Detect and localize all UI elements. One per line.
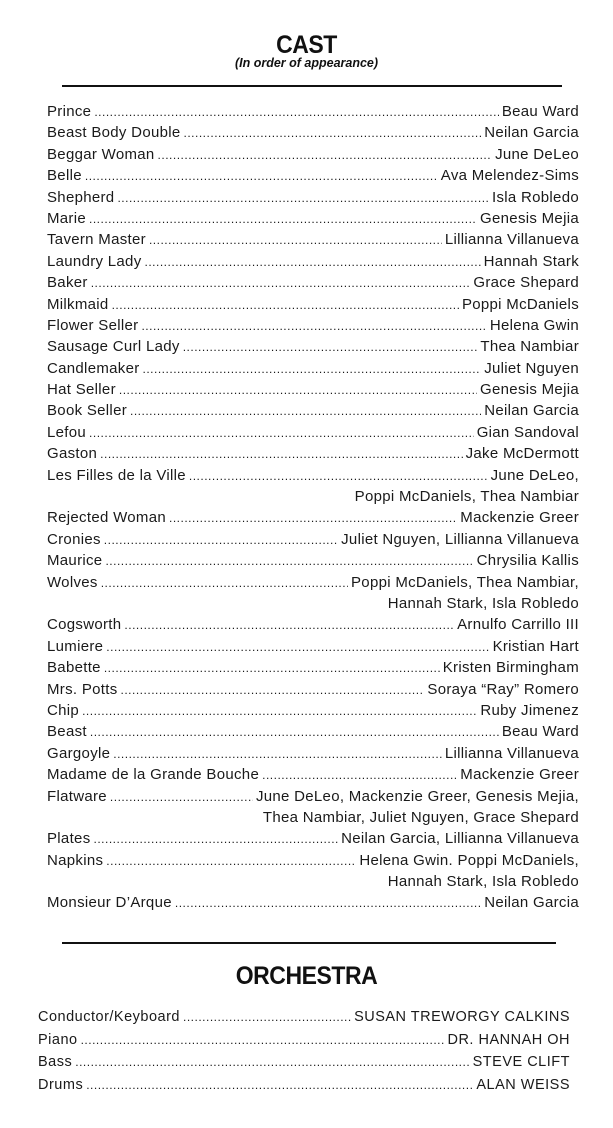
performer-name: Beau Ward bbox=[501, 723, 579, 741]
dot-leader bbox=[119, 380, 477, 400]
performer-continuation: Poppi McDaniels, Thea Nambiar bbox=[354, 488, 579, 506]
orchestra-heading: ORCHESTRA bbox=[235, 962, 378, 990]
dot-leader bbox=[104, 658, 440, 678]
credit-row bbox=[47, 251, 579, 272]
dot-leader bbox=[183, 1006, 351, 1029]
role-name: Baker bbox=[47, 274, 88, 292]
dot-leader bbox=[169, 508, 457, 528]
credit-row bbox=[47, 443, 579, 464]
performer-name: STEVE CLIFT bbox=[472, 1054, 570, 1071]
role-name: Napkins bbox=[47, 851, 104, 869]
performer-name: Mackenzie Greer bbox=[460, 766, 579, 784]
credit-row bbox=[47, 379, 579, 400]
dot-leader bbox=[110, 787, 253, 807]
credit-row bbox=[47, 400, 579, 421]
role-name: Gargoyle bbox=[47, 744, 111, 762]
performer-name: Isla Robledo bbox=[492, 188, 579, 206]
role-name: Cronies bbox=[47, 530, 101, 548]
dot-leader bbox=[90, 722, 499, 742]
performer-name: June DeLeo bbox=[495, 145, 579, 163]
role-name: Belle bbox=[47, 167, 82, 185]
role-name: Chip bbox=[47, 701, 80, 719]
dot-leader bbox=[91, 273, 471, 293]
performer-name: Ruby Jimenez bbox=[480, 701, 579, 719]
role-name: Flatware bbox=[47, 787, 107, 805]
credit-row bbox=[47, 529, 579, 550]
credit-row bbox=[47, 165, 579, 186]
dot-leader bbox=[89, 209, 477, 229]
role-name: Bass bbox=[38, 1054, 73, 1071]
dot-leader bbox=[184, 123, 482, 143]
performer-name: June DeLeo, Mackenzie Greer, Genesis Mejia, bbox=[255, 787, 579, 805]
credit-row bbox=[38, 1029, 570, 1052]
role-name: Sausage Curl Lady bbox=[47, 338, 180, 356]
credit-row bbox=[47, 229, 579, 250]
performer-continuation: Thea Nambiar, Juliet Nguyen, Grace Shepard bbox=[262, 808, 579, 826]
credit-row bbox=[47, 614, 579, 635]
credit-row bbox=[47, 358, 579, 379]
performer-name: SUSAN TREWORGY CALKINS bbox=[354, 1009, 570, 1025]
credit-row bbox=[47, 507, 579, 528]
performer-name: Helena Gwin bbox=[489, 316, 579, 334]
credit-row bbox=[47, 679, 579, 700]
performer-name: Jake McDermott bbox=[465, 445, 579, 463]
performer-name: Kristen Birmingham bbox=[442, 659, 579, 677]
role-name: Shepherd bbox=[47, 188, 115, 206]
credit-row bbox=[47, 572, 579, 593]
dot-leader bbox=[124, 615, 454, 635]
credit-row bbox=[47, 122, 579, 143]
role-name: Prince bbox=[47, 103, 92, 120]
credit-row bbox=[38, 1006, 570, 1029]
role-name: Madame de la Grande Bouche bbox=[47, 766, 260, 784]
performer-continuation: Hannah Stark, Isla Robledo bbox=[387, 594, 579, 612]
credit-row bbox=[47, 144, 579, 165]
performer-name: Thea Nambiar bbox=[480, 338, 579, 356]
performer-name: Mackenzie Greer bbox=[460, 509, 579, 527]
role-name: Beggar Woman bbox=[47, 145, 155, 163]
dot-leader bbox=[100, 444, 462, 464]
dot-leader bbox=[117, 188, 489, 208]
credit-row bbox=[47, 465, 579, 486]
performer-name: Helena Gwin. Poppi McDaniels, bbox=[359, 851, 579, 869]
credit-row bbox=[47, 892, 579, 913]
dot-leader bbox=[112, 295, 459, 315]
performer-name: Neilan Garcia bbox=[484, 402, 579, 420]
role-name: Book Seller bbox=[47, 402, 128, 420]
role-name: Tavern Master bbox=[47, 231, 146, 249]
performer-name: Hannah Stark bbox=[483, 252, 579, 270]
performer-name: Arnulfo Carrillo III bbox=[457, 616, 579, 634]
credit-row bbox=[47, 700, 579, 721]
dot-leader bbox=[262, 765, 457, 785]
dot-leader bbox=[145, 252, 481, 272]
credit-row bbox=[47, 550, 579, 571]
role-name: Beast Body Double bbox=[47, 124, 181, 142]
performer-continuation: Hannah Stark, Isla Robledo bbox=[387, 873, 579, 891]
performer-name: Neilan Garcia bbox=[484, 894, 579, 912]
role-name: Drums bbox=[38, 1076, 84, 1093]
credit-row bbox=[47, 187, 579, 208]
role-name: Piano bbox=[38, 1031, 78, 1048]
credit-row bbox=[47, 786, 579, 807]
credit-row bbox=[47, 764, 579, 785]
performer-name: Grace Shepard bbox=[473, 274, 579, 292]
role-name: Mrs. Potts bbox=[47, 680, 118, 698]
cast-subtitle: (In order of appearance) bbox=[234, 56, 379, 70]
credit-row bbox=[47, 850, 579, 871]
dot-leader bbox=[94, 829, 339, 849]
orchestra-list bbox=[38, 1006, 570, 1096]
role-name: Hat Seller bbox=[47, 381, 116, 399]
credit-row bbox=[47, 294, 579, 315]
performer-name: Poppi McDaniels bbox=[461, 295, 579, 313]
performer-name: Neilan Garcia bbox=[484, 124, 579, 142]
credit-row bbox=[47, 422, 579, 443]
credit-row bbox=[47, 336, 579, 357]
role-name: Wolves bbox=[47, 573, 98, 591]
performer-name: DR. HANNAH OH bbox=[447, 1031, 570, 1048]
performer-name: Poppi McDaniels, Thea Nambiar, bbox=[351, 573, 579, 591]
top-divider bbox=[62, 85, 562, 87]
performer-name: Lillianna Villanueva bbox=[444, 744, 579, 762]
dot-leader bbox=[141, 316, 486, 336]
performer-name: Juliet Nguyen bbox=[484, 359, 579, 377]
cast-heading: CAST bbox=[276, 31, 337, 59]
performer-name: Genesis Mejia bbox=[480, 381, 579, 399]
role-name: Gaston bbox=[47, 445, 98, 463]
credit-row bbox=[47, 657, 579, 678]
role-name: Candlemaker bbox=[47, 359, 140, 377]
performer-name: Soraya “Ray” Romero bbox=[427, 680, 579, 698]
dot-leader bbox=[130, 401, 481, 421]
dot-leader bbox=[86, 1074, 473, 1097]
dot-leader bbox=[113, 744, 442, 764]
dot-leader bbox=[106, 851, 356, 871]
role-name: Rejected Woman bbox=[47, 509, 166, 527]
dot-leader bbox=[158, 145, 493, 165]
performer-name: Beau Ward bbox=[501, 103, 579, 120]
role-name: Plates bbox=[47, 830, 91, 848]
dot-leader bbox=[189, 466, 488, 486]
credit-row bbox=[47, 101, 579, 122]
performer-name: ALAN WEISS bbox=[476, 1076, 570, 1093]
dot-leader bbox=[82, 701, 477, 721]
dot-leader bbox=[89, 423, 474, 443]
role-name: Babette bbox=[47, 659, 101, 677]
role-name: Conductor/Keyboard bbox=[38, 1009, 180, 1025]
dot-leader bbox=[175, 893, 481, 913]
performer-name: Chrysilia Kallis bbox=[476, 552, 579, 570]
dot-leader bbox=[105, 551, 473, 571]
dot-leader bbox=[81, 1029, 445, 1052]
dot-leader bbox=[94, 102, 498, 122]
dot-leader bbox=[101, 573, 348, 593]
performer-name: June DeLeo, bbox=[490, 466, 579, 484]
role-name: Flower Seller bbox=[47, 316, 139, 334]
performer-name: Genesis Mejia bbox=[480, 209, 579, 227]
performer-name: Juliet Nguyen, Lillianna Villanueva bbox=[341, 530, 579, 548]
section-divider bbox=[62, 942, 556, 944]
dot-leader bbox=[106, 637, 489, 657]
dot-leader bbox=[121, 680, 425, 700]
performer-name: Neilan Garcia, Lillianna Villanueva bbox=[341, 830, 579, 848]
role-name: Monsieur D’Arque bbox=[47, 894, 172, 912]
credit-row bbox=[47, 721, 579, 742]
role-name: Beast bbox=[47, 723, 87, 741]
credit-row bbox=[47, 743, 579, 764]
dot-leader bbox=[85, 166, 438, 186]
role-name: Les Filles de la Ville bbox=[47, 466, 186, 484]
credit-row bbox=[47, 636, 579, 657]
dot-leader bbox=[183, 337, 478, 357]
credit-row bbox=[47, 208, 579, 229]
cast-list bbox=[47, 101, 579, 914]
role-name: Marie bbox=[47, 209, 87, 227]
dot-leader bbox=[149, 230, 442, 250]
credit-row bbox=[47, 315, 579, 336]
role-name: Lumiere bbox=[47, 637, 104, 655]
credit-row bbox=[47, 272, 579, 293]
performer-name: Lillianna Villanueva bbox=[444, 231, 579, 249]
dot-leader bbox=[104, 530, 338, 550]
performer-name: Gian Sandoval bbox=[476, 423, 579, 441]
credit-row bbox=[38, 1051, 570, 1074]
dot-leader bbox=[143, 359, 482, 379]
role-name: Maurice bbox=[47, 552, 103, 570]
performer-name: Ava Melendez-Sims bbox=[440, 167, 579, 185]
role-name: Cogsworth bbox=[47, 616, 122, 634]
credit-row bbox=[38, 1074, 570, 1097]
credit-row bbox=[47, 828, 579, 849]
performer-name: Kristian Hart bbox=[492, 637, 579, 655]
role-name: Milkmaid bbox=[47, 295, 109, 313]
role-name: Lefou bbox=[47, 423, 87, 441]
dot-leader bbox=[75, 1051, 469, 1074]
role-name: Laundry Lady bbox=[47, 252, 142, 270]
